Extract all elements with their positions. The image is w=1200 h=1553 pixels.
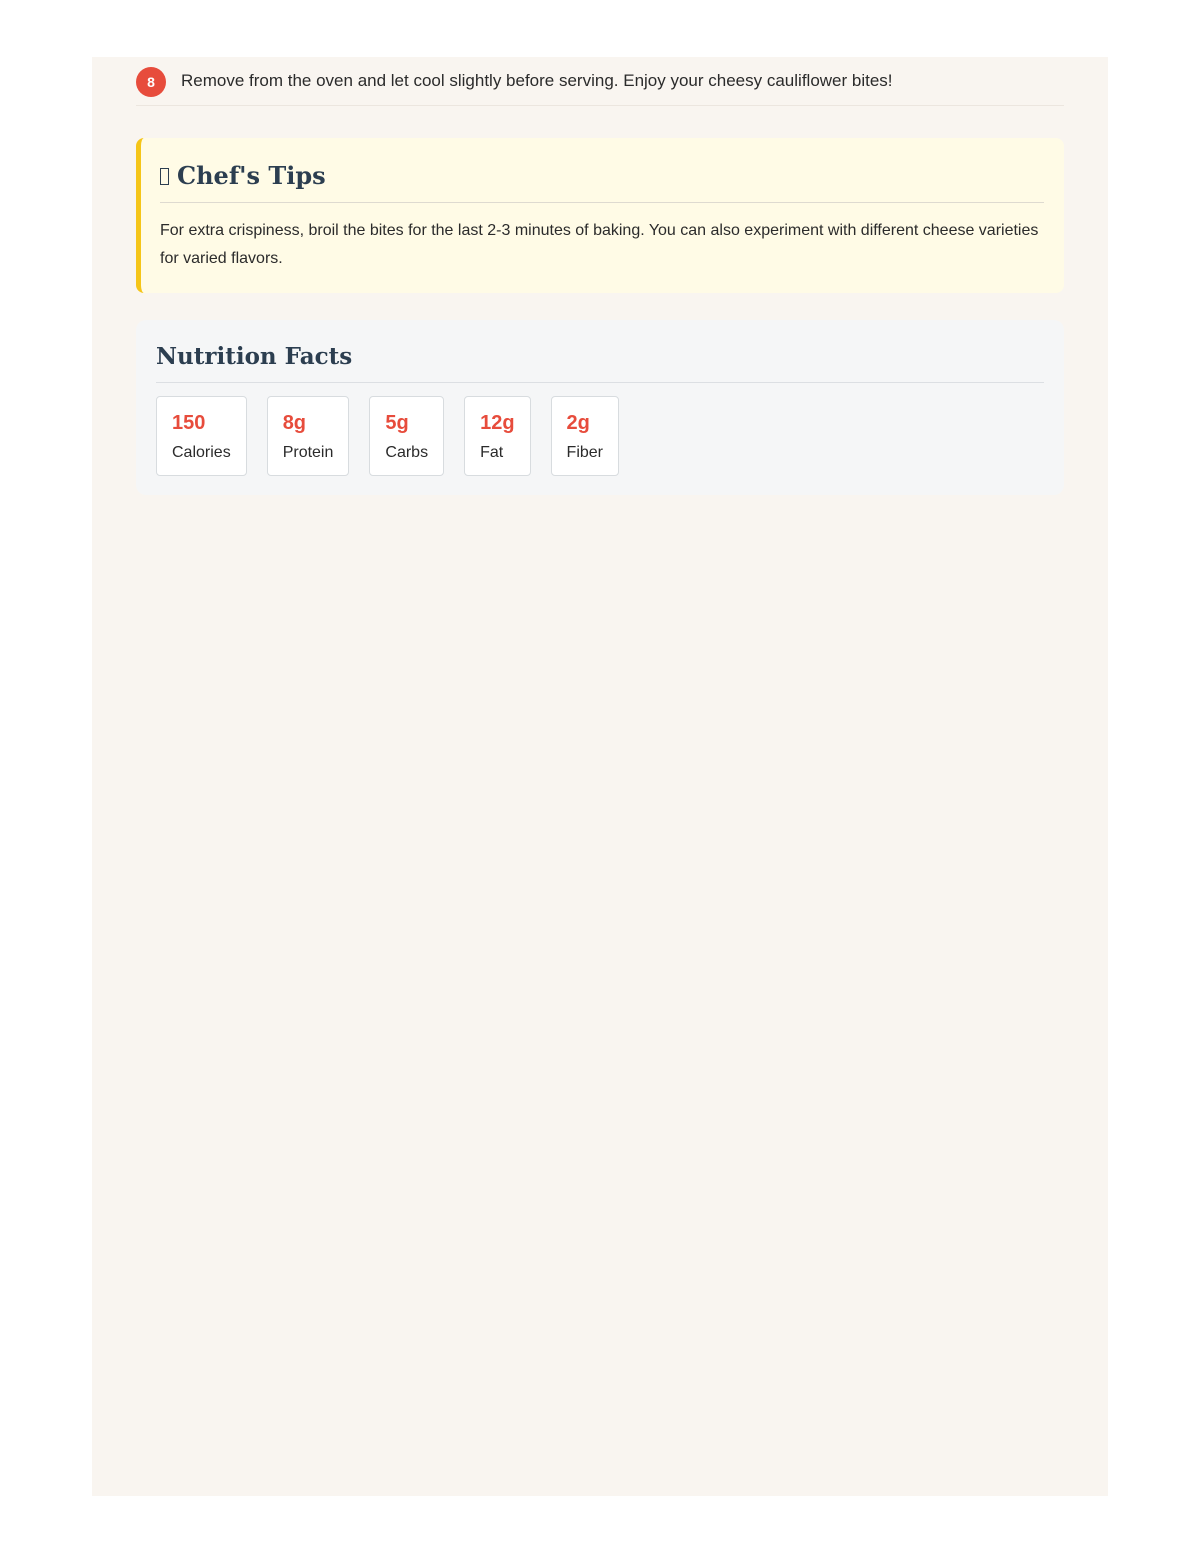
nutrition-label: Fat — [480, 444, 504, 461]
step-text: Remove from the oven and let cool slightly before serving. Enjoy your cheesy cauliflower bites! — [181, 71, 893, 90]
nutrition-label: Protein — [282, 444, 334, 461]
nutrition-item-protein — [267, 396, 350, 476]
nutrition-value: 2g — [566, 412, 590, 434]
nutrition-value: 5g — [385, 412, 409, 434]
chefs-tips-text: For extra crispiness, broil the bites for the last 2-3 minutes of baking. You can also experiment with different cheese varieties for varied flavors. — [160, 222, 1039, 267]
nutrition-value: 8g — [282, 412, 307, 434]
nutrition-item-carbs — [369, 396, 444, 476]
nutrition-item-fat — [464, 396, 530, 476]
chefs-tips-heading — [160, 160, 1044, 203]
nutrition-value: 150 — [172, 412, 206, 434]
nutrition-item-fiber — [551, 396, 619, 476]
missing-glyph-icon — [160, 168, 169, 185]
chefs-tips-title: Chef's Tips — [177, 161, 326, 190]
nutrition-label: Carbs — [385, 444, 429, 461]
recipe-content — [136, 57, 1064, 461]
instruction-step — [136, 57, 1064, 106]
step-number-badge: 8 — [136, 67, 166, 97]
nutrition-label: Calories — [172, 444, 231, 461]
chefs-tips-box — [136, 138, 1064, 293]
nutrition-value: 12g — [480, 412, 515, 434]
nutrition-label: Fiber — [566, 444, 603, 461]
nutrition-item-calories — [156, 396, 247, 476]
nutrition-items — [156, 396, 1044, 476]
nutrition-facts-box — [136, 320, 1064, 495]
recipe-page — [92, 57, 1108, 1496]
nutrition-facts-title: Nutrition Facts — [156, 340, 1044, 383]
